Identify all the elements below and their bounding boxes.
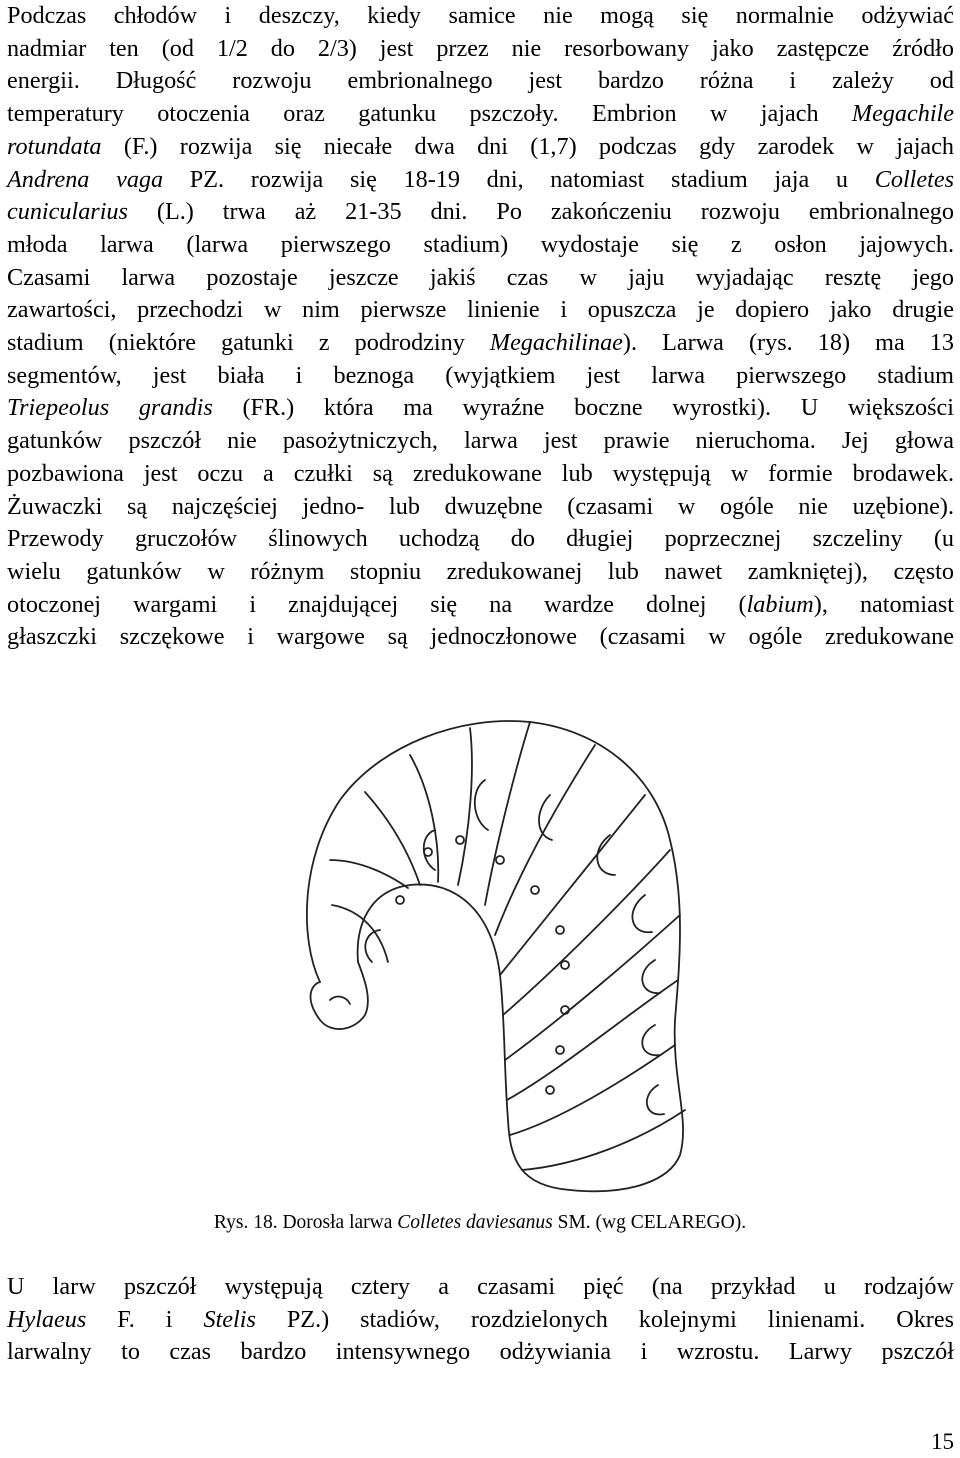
lateral-lobe — [365, 930, 380, 962]
lateral-lobe — [539, 795, 552, 840]
genus-name: Hylaeus — [7, 1305, 87, 1333]
text-line: rotundata (F.) rozwija się niecałe dwa dni (1,7) podczas gdy zarodek w jajach — [7, 132, 954, 160]
species-name: Andrena vaga — [7, 165, 164, 193]
text-line: Czasami larwa pozostaje jeszcze jakiś czas w jaju wyjadając resztę jego — [7, 263, 954, 291]
lateral-lobe — [647, 1085, 664, 1114]
lateral-lobe — [632, 895, 652, 932]
page-number: 15 — [931, 1429, 954, 1454]
lateral-lobe — [597, 835, 615, 875]
segment-line — [410, 755, 438, 882]
text-line: zawartości, przechodzi w nim pierwsze linienie i opuszcza je dopiero jako drugie — [7, 296, 954, 324]
species-name: Triepeolus grandis — [7, 394, 213, 422]
taxon-name: Megachilinae — [489, 329, 623, 357]
text-line: segmentów, jest biała i beznoga (wyjątkiem jest larwa pierwszego stadium — [7, 361, 954, 389]
spiracle — [496, 856, 504, 864]
spiracle — [456, 836, 464, 844]
paragraph-1 — [7, 0, 954, 654]
lateral-lobe — [642, 1025, 660, 1055]
text-line: Żuwaczki są najczęściej jedno- lub dwuzębne (czasami w ogóle nie uzębione). — [7, 492, 954, 520]
segment-line — [458, 728, 472, 885]
segment-line — [495, 745, 595, 935]
spiracle — [556, 926, 564, 934]
text-line: temperatury otoczenia oraz gatunku pszczoły. Embrion w jajach Megachile — [7, 100, 954, 128]
spiracle — [531, 886, 539, 894]
spiracle — [546, 1086, 554, 1094]
text-line: młoda larwa (larwa pierwszego stadium) wydostaje się z osłon jajowych. — [7, 230, 954, 258]
segment-line — [330, 860, 408, 888]
text-line: U larw pszczół występują cztery a czasami pięć (na przykład u rodzajów — [7, 1273, 954, 1300]
segment-line — [485, 722, 530, 905]
spiracle — [556, 1046, 564, 1054]
text-line: Andrena vaga PZ. rozwija się 18-19 dni, natomiast stadium jaja u Colletes — [7, 165, 954, 193]
text-line: Przewody gruczołów ślinowych uchodzą do długiej poprzecznej szczeliny (u — [7, 525, 954, 553]
larva-drawing — [260, 700, 720, 1210]
text-line: larwalny to czas bardzo intensywnego odżywiania i wzrostu. Larwy pszczół — [7, 1338, 954, 1366]
text-line: nadmiar ten (od 1/2 do 2/3) jest przez nie resorbowany jako zastępcze źródło — [7, 34, 954, 62]
text-line: gatunków pszczół nie pasożytniczych, larwa jest prawie nieruchoma. Jej głowa — [7, 427, 954, 455]
species-name: rotundata — [7, 132, 102, 160]
larva-illustration — [260, 700, 720, 1210]
text-line: energii. Długość rozwoju embrionalnego jest bardzo różna i zależy od — [7, 67, 954, 95]
species-name: Colletes — [874, 165, 954, 193]
text-line: głaszczki szczękowe i wargowe są jednoczłonowe (czasami w ogóle zredukowane — [7, 623, 954, 651]
genus-name: Stelis — [203, 1305, 256, 1333]
text-line: stadium (niektóre gatunki z podrodziny Megachilinae). Larwa (rys. 18) ma 13 — [7, 329, 954, 357]
text-line: Triepeolus grandis (FR.) która ma wyraźne boczne wyrostki). U większości — [7, 394, 954, 422]
text-line: otoczonej wargami i znajdującej się na wardze dolnej (labium), natomiast — [7, 590, 954, 618]
text-line: Podczas chłodów i deszczy, kiedy samice nie mogą się normalnie odżywiać — [7, 2, 954, 29]
segment-line — [500, 795, 645, 975]
larva-outer-outline — [307, 721, 683, 1191]
text-line: wielu gatunków w różnym stopniu zredukowanej lub nawet zamkniętej), często — [7, 557, 954, 585]
lateral-lobe — [642, 960, 660, 993]
species-name: Colletes daviesanus — [397, 1212, 553, 1233]
paragraph-2 — [7, 1271, 954, 1369]
text-line: Hylaeus F. i Stelis PZ.) stadiów, rozdzielonych kolejnymi linienami. Okres — [7, 1305, 955, 1333]
spiracle — [561, 961, 569, 969]
text-line: pozbawiona jest oczu a czułki są zredukowane lub występują w formie brodawek. — [7, 459, 954, 487]
larva-head — [311, 962, 368, 1029]
spiracle — [396, 896, 404, 904]
text-line: cunicularius (L.) trwa aż 21-35 dni. Po zakończeniu rozwoju embrionalnego — [7, 198, 954, 226]
term-latin: labium — [746, 590, 814, 618]
figure-caption: Rys. 18. Dorosła larwa Colletes daviesanus SM. (wg CELAREGO). — [213, 1212, 747, 1233]
lateral-lobe — [475, 780, 488, 830]
species-name: cunicularius — [7, 198, 128, 226]
spiracle — [424, 848, 432, 856]
segment-line — [365, 792, 420, 885]
segment-line — [522, 1110, 685, 1170]
species-name: Megachile — [851, 100, 954, 128]
segment-line — [510, 1045, 675, 1135]
